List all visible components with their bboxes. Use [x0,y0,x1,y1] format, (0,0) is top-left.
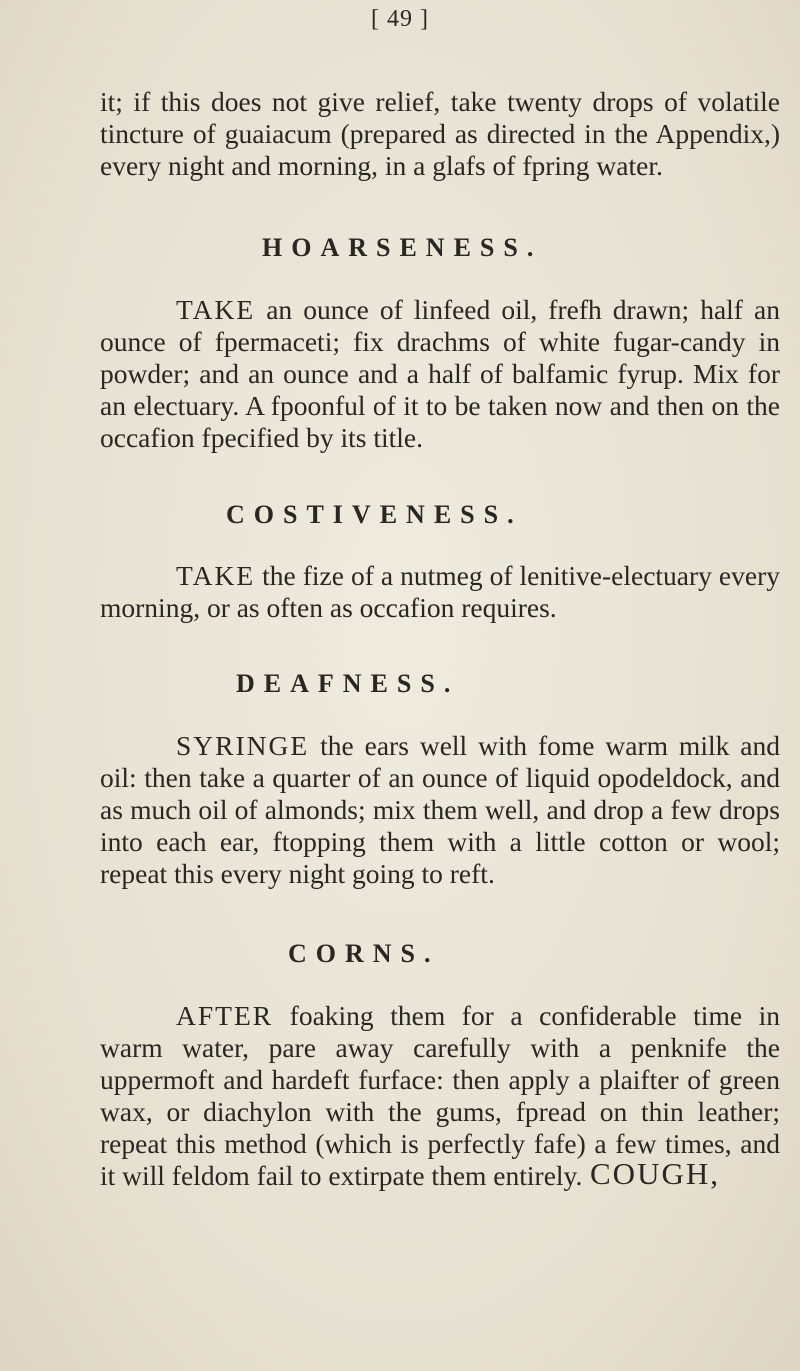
paragraph-text: it; if this does not give relief, take twenty drops of volatile tincture of guaiacum (prepared as directed in the Appendix,) every night and morning, in a glafs of fpring water. [100,86,780,181]
costiveness-paragraph [100,560,780,624]
lead-word: AFTER [176,1000,274,1031]
hoarseness-paragraph [100,294,780,454]
section-heading-costiveness: COSTIVENESS. [226,500,523,529]
paragraph-text: the ears well with fome warm milk and oil: then take a quarter of an ounce of liquid opodeldock, and as much oil of almonds; mix them well, and drop a few drops into each ear, ftopping them with a little cotton or wool; repeat this every night going to reft. [100,730,780,889]
lead-word: TAKE [176,294,256,325]
section-heading-corns: CORNS. [288,939,440,968]
continuation-paragraph [100,86,780,182]
paragraph-text: an ounce of linfeed oil, frefh drawn; half an ounce of fpermaceti; fix drachms of white fugar-candy in powder; and an ounce and a half of balfamic fyrup. Mix for an electuary. A fpoonful of it to be taken now and then on the occafion fpecified by its title. [100,294,780,453]
paragraph-text: foaking them for a confiderable time in warm water, pare away carefully with a penknife the uppermoft and hardeft furface: then apply a plaifter of green wax, or diachylon with the gums, fpread on thin leather; repeat this method (which is perfectly fafe) a few times, and it will feldom fail to extirpate them entirely. [100,1000,780,1191]
lead-word: SYRINGE [176,730,310,761]
paragraph-text: the fize of a nutmeg of lenitive-electuary every morning, or as often as occafion requires. [100,560,780,623]
deafness-paragraph [100,730,780,890]
section-heading-deafness: DEAFNESS. [236,669,460,698]
page-number: [ 49 ] [371,6,429,32]
lead-word: TAKE [176,560,256,591]
catchword: COUGH, [590,1156,720,1191]
section-heading-hoarseness: HOARSENESS. [262,233,543,262]
